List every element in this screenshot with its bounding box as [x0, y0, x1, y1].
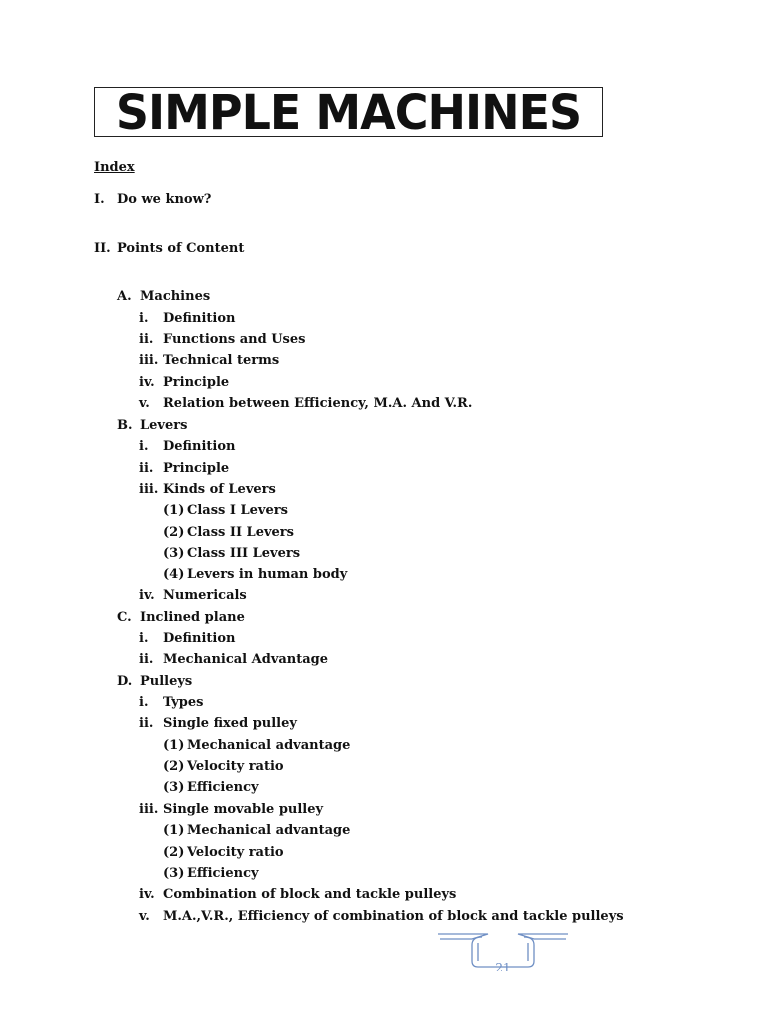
index-entry-text: Mechanical advantage: [187, 738, 351, 753]
index-entry-number: (1): [163, 823, 185, 838]
index-entry-text: Relation between Efficiency, M.A. And V.R.: [163, 396, 473, 411]
index-heading: Index: [94, 160, 135, 175]
index-entry-text: Definition: [163, 631, 236, 646]
index-entry-number: (3): [163, 866, 185, 881]
footer-ornament: [436, 931, 570, 971]
page-title: SIMPLE MACHINES: [115, 83, 582, 141]
index-entry-number: ii.: [139, 332, 154, 347]
index-entry-text: Single movable pulley: [163, 802, 324, 817]
index-entry-number: B.: [117, 418, 133, 433]
index-entry-number: (2): [163, 759, 185, 774]
index-entry-number: (2): [163, 845, 185, 860]
index-entry-number: D.: [117, 674, 133, 689]
index-entry-number: iv.: [139, 375, 155, 390]
index-entry-text: Kinds of Levers: [163, 482, 276, 497]
index-entry-number: ii.: [139, 716, 154, 731]
index-entry-text: Functions and Uses: [163, 332, 306, 347]
index-entry-text: Technical terms: [163, 353, 280, 368]
index-entry-text: Velocity ratio: [187, 759, 284, 774]
index-entry-number: iii.: [139, 482, 159, 497]
index-entry-number: (2): [163, 525, 185, 540]
index-entry-text: Principle: [163, 461, 230, 476]
index-entry-number: (3): [163, 780, 185, 795]
index-entry-text: Mechanical advantage: [187, 823, 351, 838]
index-entry-text: Definition: [163, 439, 236, 454]
index-entry-text: Efficiency: [187, 866, 259, 881]
page-number: 21: [495, 961, 511, 971]
index-entry-number: iv.: [139, 887, 155, 902]
index-entry-number: i.: [139, 311, 149, 326]
index-entry-text: Do we know?: [117, 192, 212, 207]
index-entry-number: i.: [139, 439, 149, 454]
index-entry-text: Pulleys: [140, 674, 193, 689]
index-entry-text: Mechanical Advantage: [163, 652, 329, 667]
index-entry-number: ii.: [139, 461, 154, 476]
index-entry-text: Levers in human body: [187, 567, 348, 582]
index-entry-number: v.: [139, 396, 150, 411]
index-entry-number: A.: [117, 289, 132, 304]
index-entry-text: Class II Levers: [187, 525, 294, 540]
index-entry-number: iii.: [139, 353, 159, 368]
index-entry-text: Principle: [163, 375, 230, 390]
index-entry-text: Efficiency: [187, 780, 259, 795]
index-entry-text: Points of Content: [117, 241, 245, 256]
index-entry-number: iv.: [139, 588, 155, 603]
index-entry-text: Machines: [140, 289, 211, 304]
index-entry-text: Types: [163, 695, 204, 710]
index-entry-number: I.: [94, 192, 105, 207]
index-entry-text: Class I Levers: [187, 503, 288, 518]
index-entry-number: (3): [163, 546, 185, 561]
index-entry-number: i.: [139, 631, 149, 646]
index-entry-number: II.: [94, 241, 111, 256]
title-box: [94, 83, 603, 141]
index-entry-number: i.: [139, 695, 149, 710]
index-entry-number: (1): [163, 738, 185, 753]
index-entry-number: C.: [117, 610, 132, 625]
index-entry-text: Numericals: [163, 588, 247, 603]
index-entry-text: Definition: [163, 311, 236, 326]
index-entry-text: Class III Levers: [187, 546, 301, 561]
index-entry-text: Combination of block and tackle pulleys: [163, 887, 457, 902]
index-entry-text: Single fixed pulley: [163, 716, 297, 731]
index-entry-number: (1): [163, 503, 185, 518]
index-entry-number: v.: [139, 909, 150, 924]
index-entry-number: iii.: [139, 802, 159, 817]
index-entry-text: Levers: [140, 418, 188, 433]
index-entry-text: Velocity ratio: [187, 845, 284, 860]
index-entry-text: M.A.,V.R., Efficiency of combination of block and tackle pulleys: [163, 909, 624, 924]
index-entry-text: Inclined plane: [140, 610, 245, 625]
index-entry-number: ii.: [139, 652, 154, 667]
index-entry-number: (4): [163, 567, 185, 582]
